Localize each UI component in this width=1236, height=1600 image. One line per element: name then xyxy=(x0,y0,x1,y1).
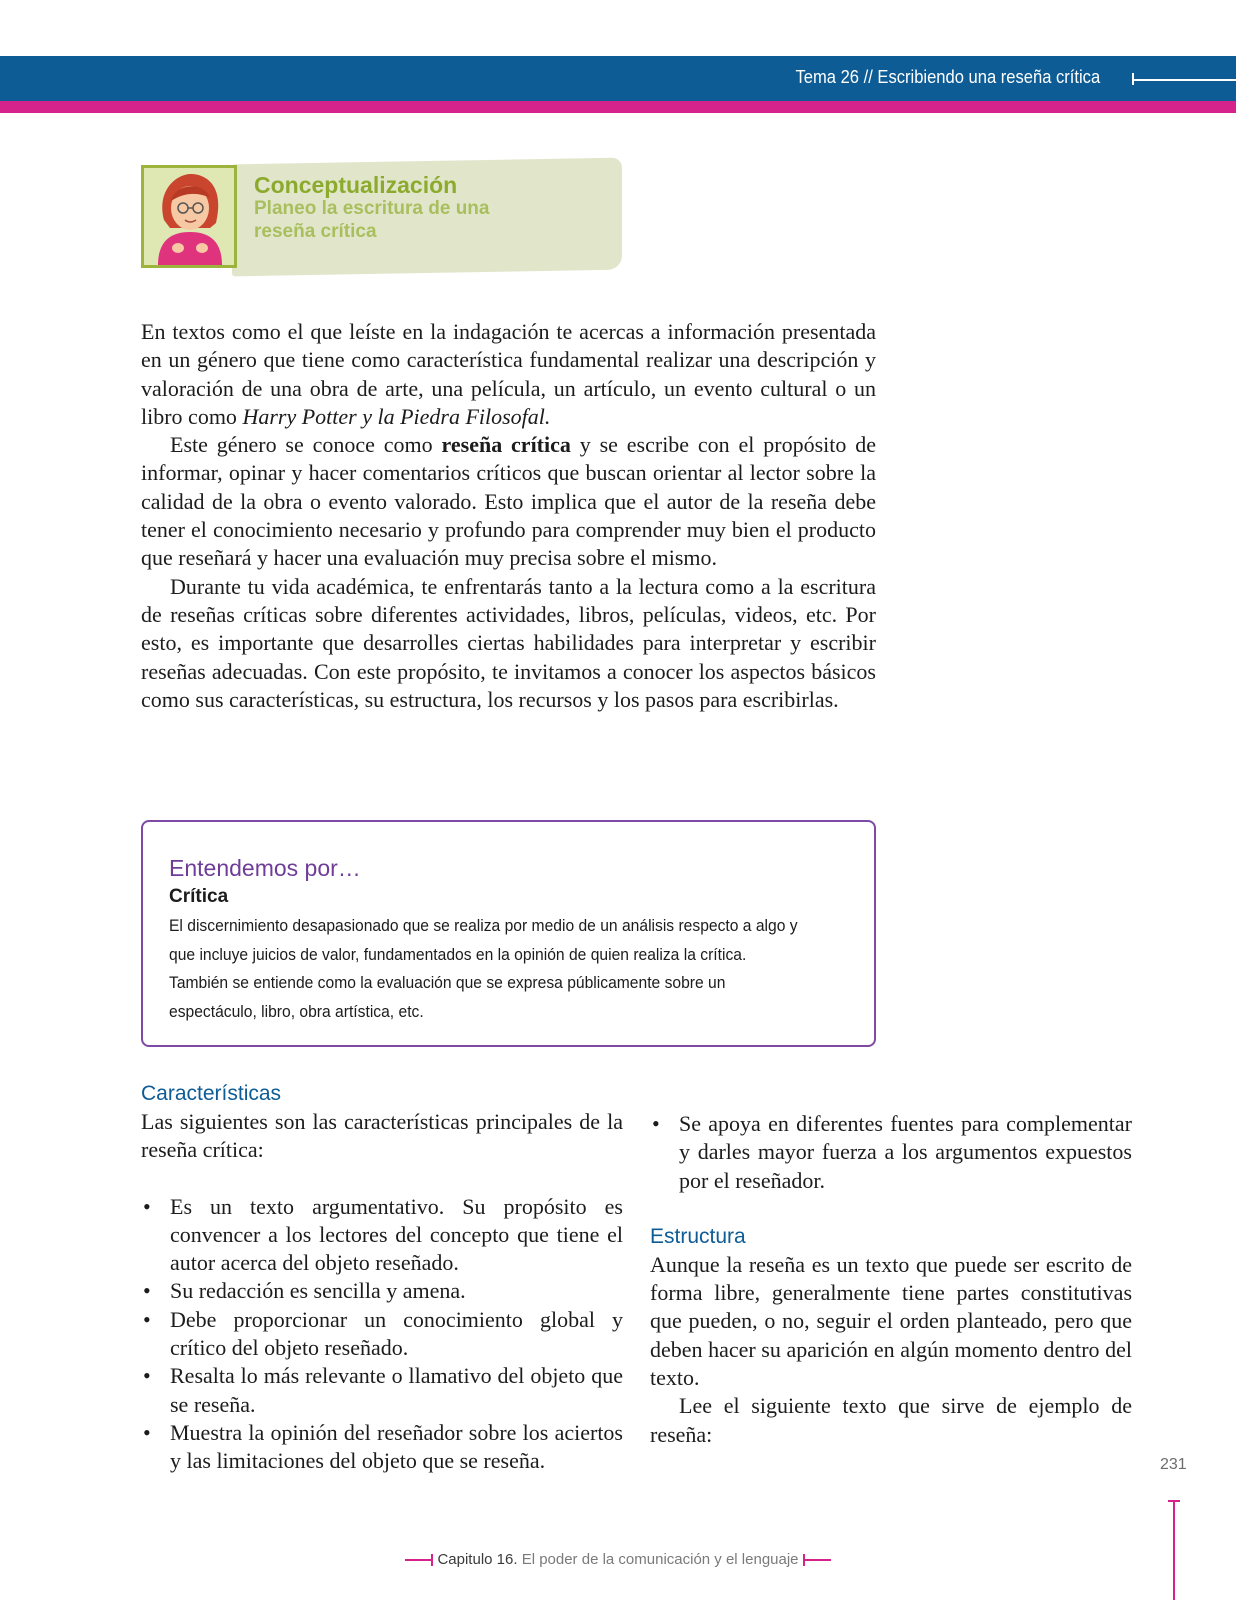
list-item: • Debe proporcionar un conocimiento global y crítico del objeto reseñado. xyxy=(143,1306,623,1361)
intro-text xyxy=(141,318,876,714)
definition-text xyxy=(169,912,813,1026)
list-item: • Su redacción es sencilla y amena. xyxy=(141,1277,623,1305)
book-title: Harry Potter y la Piedra Filosofal. xyxy=(242,403,551,429)
list-item: • Es un texto argumentativo. Su propósito es convencer a los lectores del concepto que tiene el autor acerca del objeto reseñado. xyxy=(143,1193,623,1276)
definition-line-2: También se entiende como la evaluación que se expresa públicamente sobre un espectáculo, libro, obra artística, etc. xyxy=(169,973,726,1021)
footer-rule-right xyxy=(803,1559,831,1561)
header-rule xyxy=(1132,79,1236,81)
bullet-icon: • xyxy=(143,1419,151,1445)
characteristics-column xyxy=(141,1080,623,1476)
structure-paragraph-2: Lee el siguiente texto que sirve de ejemplo de reseña: xyxy=(650,1393,1132,1447)
page-marker-line xyxy=(1173,1500,1175,1600)
header-accent-stripe xyxy=(0,101,1236,113)
definition-term: Crítica xyxy=(169,886,229,907)
footer-rule-left xyxy=(405,1559,433,1561)
avatar xyxy=(141,165,237,268)
characteristics-intro: Las siguientes son las características principales de la reseña crítica: xyxy=(141,1109,623,1163)
structure-heading: Estructura xyxy=(650,1224,746,1248)
characteristics-list-continued xyxy=(650,1110,1132,1195)
teacher-avatar-icon xyxy=(144,168,234,265)
chapter-title: El poder de la comunicación y el lenguaje xyxy=(521,1551,799,1568)
list-item: • Resalta lo más relevante o llamativo del objeto que se reseña. xyxy=(143,1363,623,1417)
section-title: Conceptualización xyxy=(254,172,458,198)
page-number: 231 xyxy=(1160,1456,1187,1473)
definition-line-1: El discernimiento desapasionado que se realiza por medio de un análisis respecto a algo y que incluye juicios de valor, fundamentados en la opinión de quien realiza la crítica. xyxy=(169,916,798,964)
structure-paragraph-1: Aunque la reseña es un texto que puede ser escrito de forma libre, generalmente tiene partes constitutivas que pueden, o no, seguir el orden planteado, pero que deben hacer su aparición en algún momento dentro del texto. xyxy=(650,1251,1132,1391)
intro-paragraph-1: En textos como el que leíste en la indagación te acercas a información presentada en un género que tiene como característica fundamental realizar una descripción y valoración de una obra de arte, una película, un artículo, un evento cultural o un libro como Harry Potter y la Piedra Filosofal. xyxy=(141,319,876,429)
bullet-icon: • xyxy=(652,1111,660,1136)
section-subtitle: Planeo la escritura de una reseña crítica xyxy=(254,198,490,242)
key-term: reseña crítica xyxy=(441,432,571,458)
bullet-icon: • xyxy=(143,1193,151,1219)
bullet-icon: • xyxy=(143,1278,151,1304)
list-item: • Se apoya en diferentes fuentes para complementar y darles mayor fuerza a los argumentos expuestos por el reseñador. xyxy=(652,1111,1132,1193)
intro-paragraph-2: Este género se conoce como reseña crítica y se escribe con el propósito de informar, opinar y hacer comentarios críticos que buscan orientar al lector sobre la calidad de la obra o evento valorado. Esto implica que el autor de la reseña debe tener el conocimiento necesario y profundo para comprender muy bien el producto que reseñará y hacer una evaluación muy precisa sobre el mismo. xyxy=(141,432,876,571)
header-rule-tick xyxy=(1132,73,1134,85)
list-item: • Muestra la opinión del reseñador sobre los aciertos y las limitaciones del objeto que se reseña. xyxy=(143,1419,623,1474)
structure-column xyxy=(650,1110,1132,1449)
bullet-icon: • xyxy=(143,1363,151,1389)
definition-heading: Entendemos por… xyxy=(169,855,361,881)
intro-paragraph-3: Durante tu vida académica, te enfrentarás tanto a la lectura como a la escritura de reseñas críticas sobre diferentes actividades, libros, películas, videos, etc. Por esto, es importante que desarrolles ciertas habilidades para interpretar y escribir reseñas adecuadas. Con este propósito, te invitamos a conocer los aspectos básicos como sus características, su estructura, los recursos y los pasos para escribirlas. xyxy=(141,573,876,712)
characteristics-list xyxy=(141,1193,623,1476)
chapter-footer xyxy=(0,1551,1236,1568)
characteristics-heading: Características xyxy=(141,1082,282,1105)
topic-title: Tema 26 // Escribiendo una reseña crítica xyxy=(795,67,1100,87)
chapter-number: Capitulo 16. xyxy=(437,1551,518,1568)
bullet-icon: • xyxy=(143,1306,151,1332)
